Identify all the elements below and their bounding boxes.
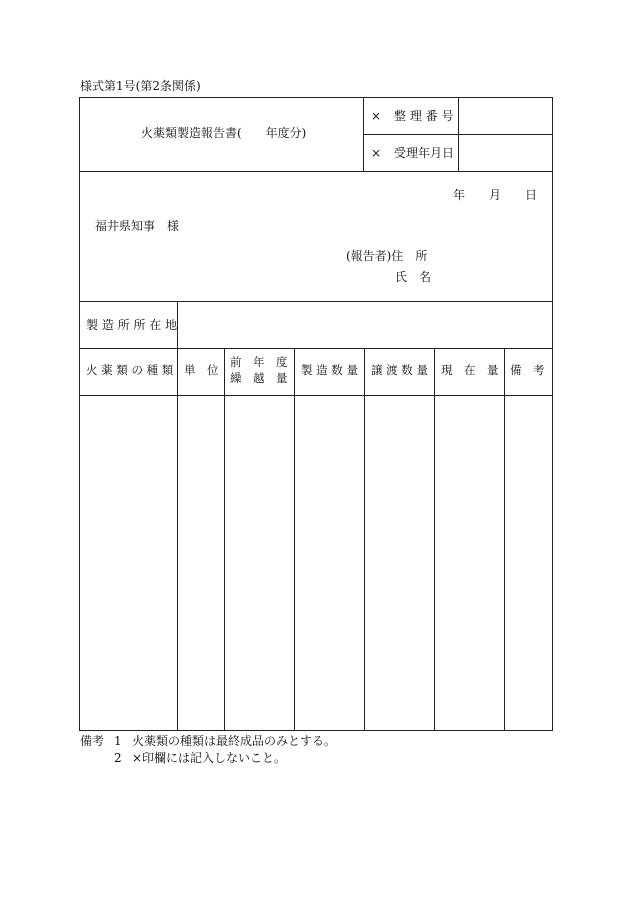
divider <box>458 97 459 171</box>
addressee: 福井県知事 様 <box>95 219 180 233</box>
divider <box>177 301 178 731</box>
office-use-mark: × <box>371 109 382 123</box>
date-year-label: 年 <box>453 188 466 202</box>
column-header-transfer: 譲 渡 数 量 <box>371 363 428 377</box>
form-number-label: 様式第1号(第2条関係) <box>80 79 201 93</box>
divider <box>364 348 365 731</box>
divider <box>434 348 435 731</box>
column-header-current: 現 在 量 <box>441 363 499 377</box>
notes-heading: 備考 <box>80 734 105 748</box>
column-header-carryover-line1: 前 年 度 <box>230 355 288 369</box>
divider <box>79 171 553 172</box>
column-header-carryover-line2: 繰 越 量 <box>230 371 288 385</box>
note-text: 火薬類の種類は最終成品のみとする。 <box>132 734 337 748</box>
reporter-address-label: (報告者)住 所 <box>346 249 428 263</box>
reference-number-label: 整 理 番 号 <box>394 109 454 123</box>
factory-location-label: 製 造 所 所 在 地 <box>86 318 178 332</box>
date-day-label: 日 <box>525 188 538 202</box>
note-number: 1 <box>114 734 122 748</box>
divider <box>504 348 505 731</box>
column-header-kind: 火 薬 類 の 種 類 <box>86 363 174 377</box>
received-date-label: 受理年月日 <box>394 146 455 160</box>
column-header-remarks: 備 考 <box>510 363 545 377</box>
form-title: 火薬類製造報告書( 年度分) <box>141 126 307 140</box>
reporter-name-label: 氏 名 <box>395 270 432 284</box>
note-text: ×印欄には記入しないこと。 <box>132 751 287 765</box>
divider <box>79 395 553 396</box>
column-header-unit: 単 位 <box>184 363 219 377</box>
divider <box>79 348 553 349</box>
date-month-label: 月 <box>489 188 502 202</box>
divider <box>79 301 553 302</box>
divider <box>363 97 364 171</box>
divider <box>294 348 295 731</box>
report-form-frame <box>79 97 553 731</box>
office-use-mark: × <box>371 146 382 160</box>
divider <box>224 348 225 731</box>
note-number: 2 <box>114 751 122 765</box>
column-header-production: 製 造 数 量 <box>301 363 358 377</box>
